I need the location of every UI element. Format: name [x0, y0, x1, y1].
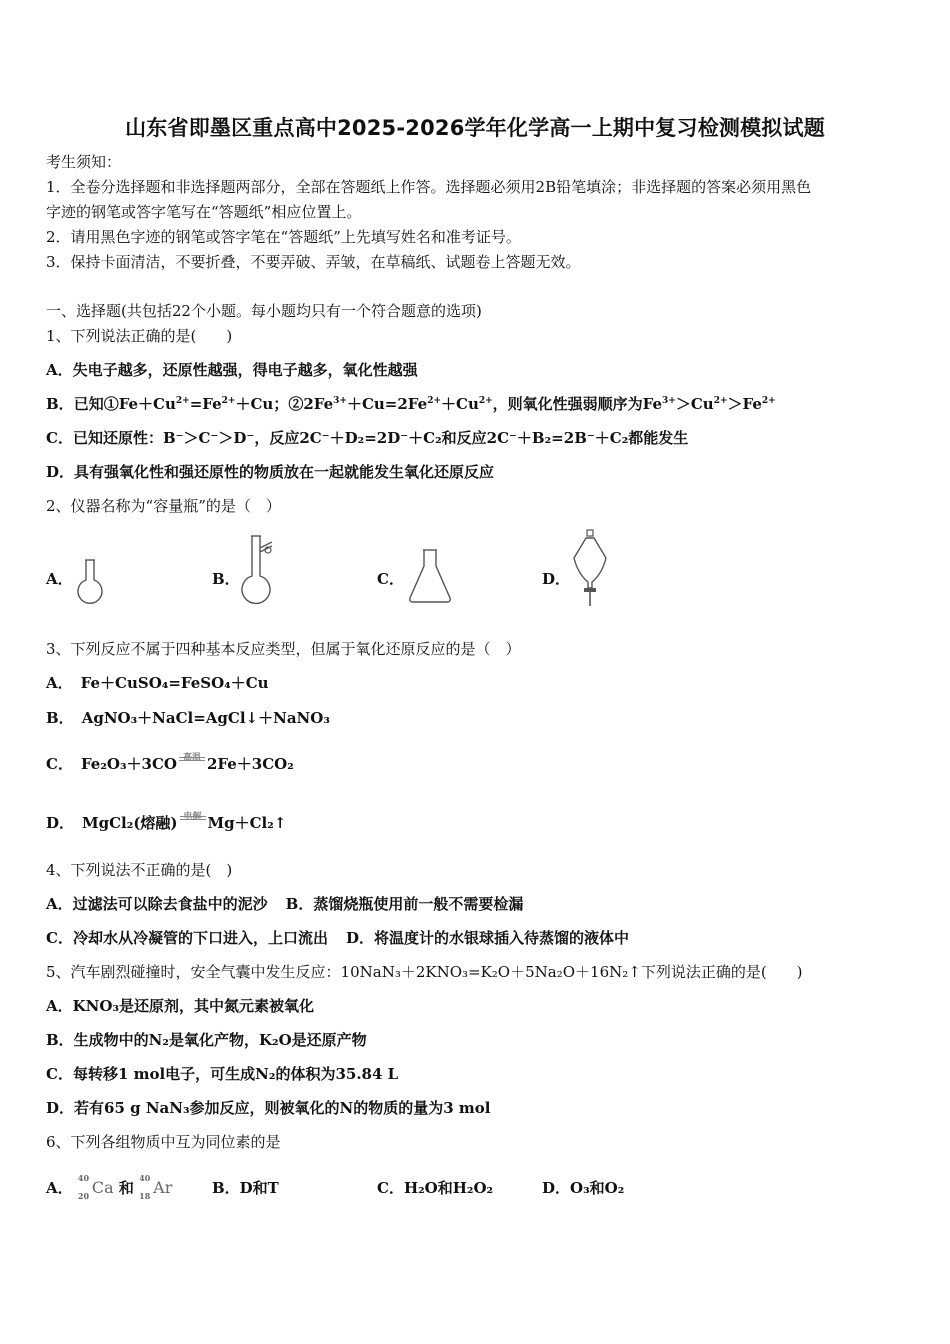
q2-option-d	[542, 528, 632, 608]
erlenmeyer-flask-icon	[407, 548, 453, 604]
q1-option-a: A．失电子越多，还原性越强，得电子越多，氧化性越强	[46, 361, 418, 379]
q3-stem: 3、下列反应不属于四种基本反应类型，但属于氧化还原反应的是（ ）	[46, 640, 521, 658]
q5-option-b: B．生成物中的N₂是氧化产物，K₂O是还原产物	[46, 1031, 367, 1049]
q2-option-a-label: A．	[46, 570, 73, 588]
q1-option-c-text: 已知还原性：B⁻＞C⁻＞D⁻，反应2C⁻＋D₂=2D⁻＋C₂和反应2C⁻＋B₂=2B⁻＋C₂都能发生	[72, 429, 689, 447]
q3-option-b-label: B．	[46, 709, 74, 727]
q4-option-c: C．冷却水从冷凝管的下口进入，上口流出	[46, 929, 328, 947]
q2-option-b	[212, 528, 292, 608]
q1-option-b-label: B．	[46, 395, 74, 413]
q3-option-d-right: Mg＋Cl₂↑	[207, 814, 287, 832]
q2-option-a	[46, 528, 116, 608]
q3-option-c-label: C．	[46, 755, 73, 773]
q1-stem: 1、下列说法正确的是( )	[46, 327, 233, 345]
isotope-ca-mass: 40	[77, 1173, 90, 1183]
q3-option-a-label: A．	[46, 674, 73, 692]
q5-option-a: A．KNO₃是还原剂，其中氮元素被氧化	[46, 997, 315, 1015]
q6-option-a-and: 和	[118, 1179, 134, 1197]
q2-option-b-label: B．	[212, 570, 240, 588]
isotope-ar-symbol: Ar	[153, 1178, 173, 1197]
q1-option-d: D．具有强氧化性和强还原性的物质放在一起就能发生氧化还原反应	[46, 463, 495, 481]
isotope-ar	[139, 1173, 173, 1201]
section-heading: 一、选择题(共包括22个小题。每小题均只有一个符合题意的选项)	[46, 302, 482, 320]
q1-option-c	[46, 428, 688, 448]
q2-stem: 2、仪器名称为“容量瓶”的是（ ）	[46, 497, 281, 515]
q3-option-a-text: Fe＋CuSO₄=FeSO₄＋Cu	[80, 674, 269, 692]
notice-item-2: 2．请用黑色字迹的钢笔或答字笔在“答题纸”上先填写姓名和准考证号。	[46, 228, 521, 246]
q5-stem: 5、汽车剧烈碰撞时，安全气囊中发生反应：10NaN₃＋2KNO₃=K₂O＋5Na₂O＋16N₂↑下列说法正确的是( )	[46, 963, 803, 981]
separatory-funnel-icon	[570, 528, 610, 608]
q4-option-d: D．将温度计的水银球插入待蒸馏的液体中	[345, 929, 629, 947]
q2-option-d-label: D．	[542, 570, 571, 588]
q1-option-b: B．已知$①Fe+Cu^{2+}=Fe^{2+}+Cu$；$②2Fe^{3+}+Cu=2Fe^{2+}+Cu^{2+}$，则氧化性强弱顺序为$Fe^{3+}>Cu^{2+}>Fe^{2+}$	[46, 395, 776, 413]
q4-option-a: A．过滤法可以除去食盐中的泥沙	[46, 895, 268, 913]
q1-option-c-label: C．	[46, 429, 73, 447]
q4-option-b: B．蒸馏烧瓶使用前一般不需要检漏	[285, 895, 524, 913]
q6-stem: 6、下列各组物质中互为同位素的是	[46, 1133, 281, 1151]
isotope-ar-number: 18	[139, 1191, 151, 1201]
notice-item-3: 3．保持卡面清洁，不要折叠，不要弄破、弄皱，在草稿纸、试题卷上答题无效。	[46, 253, 581, 271]
q6-option-b: B．D和T	[212, 1179, 279, 1197]
q1-option-b-text: 已知①Fe＋Cu	[73, 395, 176, 413]
q3-option-d-label: D．	[46, 814, 75, 832]
isotope-ca-number: 20	[77, 1191, 90, 1201]
exam-title: 山东省即墨区重点高中2025-2026学年化学高一上期中复习检测模拟试题	[125, 116, 825, 140]
q3-option-c-left: Fe₂O₃＋3CO	[80, 755, 177, 773]
q4-options-cd	[46, 928, 629, 948]
round-flask-icon	[74, 558, 106, 606]
distillation-flask-icon	[238, 534, 282, 608]
q6-option-a-label: A．	[46, 1179, 73, 1197]
q4-options-ab	[46, 894, 523, 914]
q3-option-a	[46, 673, 269, 693]
q6-option-d: D．O₃和O₂	[542, 1179, 625, 1197]
q3-option-d-left: MgCl₂(熔融)	[82, 814, 178, 832]
q3-option-c-right: 2Fe＋3CO₂	[206, 755, 294, 773]
q2-option-c-label: C．	[377, 570, 404, 588]
q6-option-c: C．H₂O和H₂O₂	[377, 1179, 494, 1197]
notice-item-1b: 字迹的钢笔或答字笔写在“答题纸”相应位置上。	[46, 203, 362, 221]
isotope-ar-mass: 40	[139, 1173, 151, 1183]
q3-option-d	[46, 813, 286, 833]
q2-option-c	[377, 528, 467, 608]
condition-electrolysis-text: 电解	[183, 812, 202, 822]
q3-option-c	[46, 754, 294, 774]
q3-option-b-text: AgNO₃＋NaCl=AgCl↓＋NaNO₃	[81, 709, 330, 727]
q4-stem: 4、下列说法不正确的是( )	[46, 861, 233, 879]
isotope-ca	[77, 1173, 114, 1201]
q5-option-d: D．若有65 g NaN₃参加反应，则被氧化的N的物质的量为3 mol	[46, 1099, 491, 1117]
q6-option-a	[46, 1173, 173, 1201]
isotope-ca-symbol: Ca	[91, 1178, 114, 1197]
notice-header: 考生须知：	[46, 153, 122, 171]
q3-option-b	[46, 708, 330, 728]
q5-option-c: C．每转移1 mol电子，可生成N₂的体积为35.84 L	[46, 1065, 399, 1083]
notice-item-1a: 1．全卷分选择题和非选择题两部分，全部在答题纸上作答。选择题必须用2B铅笔填涂；非选择题的答案必须用黑色	[46, 178, 812, 196]
condition-high-temp-text: 高温	[182, 753, 201, 763]
